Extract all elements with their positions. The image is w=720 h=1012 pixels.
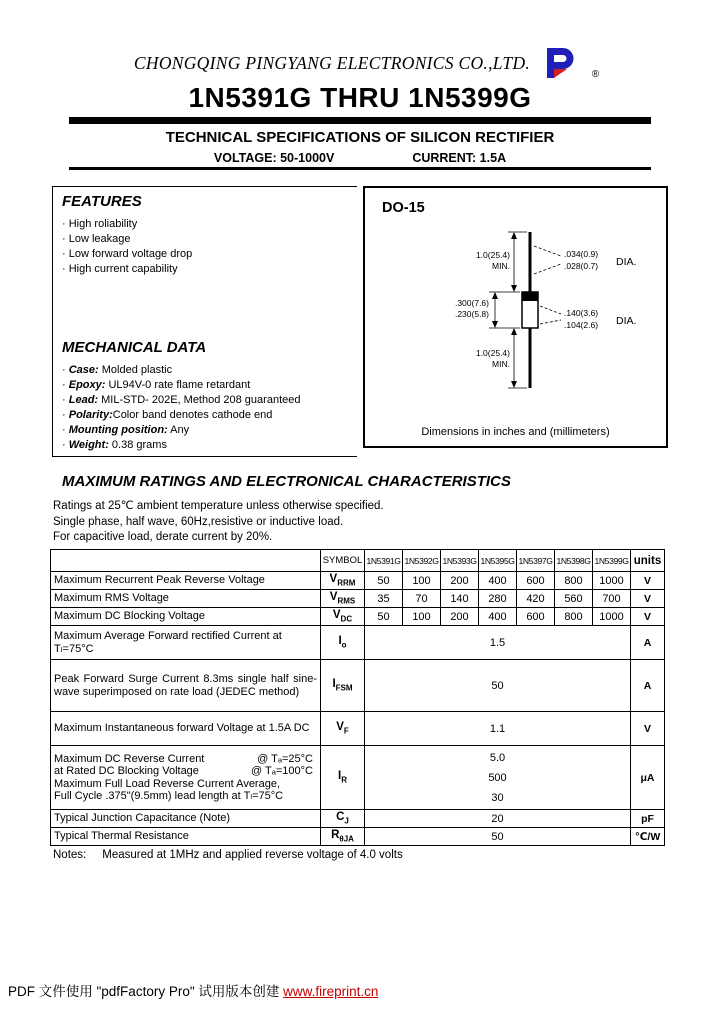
spec-value: 400 bbox=[479, 608, 517, 626]
spec-symbol: $V_{RMS}$ bbox=[321, 590, 365, 608]
spec-value: 400 bbox=[479, 572, 517, 590]
mechanical-data-title: MECHANICAL DATA bbox=[62, 339, 207, 356]
spec-value: 420 bbox=[517, 590, 555, 608]
spec-value: 1000 bbox=[593, 608, 631, 626]
current-rating: CURRENT: 1.5A bbox=[412, 151, 507, 165]
fireprint-link[interactable]: www.fireprint.cn bbox=[283, 984, 379, 999]
spec-value: 35 bbox=[365, 590, 403, 608]
table-row-rthja bbox=[51, 828, 665, 846]
ratings-conditions bbox=[53, 499, 384, 546]
divider-thin bbox=[69, 167, 651, 170]
column-header-part: 1N5392G bbox=[403, 550, 441, 572]
spec-unit: ℃/W bbox=[631, 828, 665, 846]
spec-value: 5.0 500 30 bbox=[365, 746, 631, 810]
features-list bbox=[62, 217, 351, 277]
mechanical-item: · Weight: 0.38 grams bbox=[62, 438, 351, 453]
column-header-units: units bbox=[631, 550, 665, 572]
part-number-title: 1N5391G THRU 1N5399G bbox=[188, 82, 532, 113]
do15-drawing bbox=[365, 216, 666, 406]
column-header-part: 1N5398G bbox=[555, 550, 593, 572]
spec-unit: V bbox=[631, 572, 665, 590]
spec-value: 800 bbox=[555, 572, 593, 590]
voltage-rating: VOLTAGE: 50-1000V bbox=[213, 151, 335, 165]
feature-item: · Low leakage bbox=[62, 232, 351, 247]
spec-value: 50 bbox=[365, 572, 403, 590]
column-header-symbol: SYMBOL bbox=[321, 550, 365, 572]
spec-desc: Maximum Average Forward rectified Current at Tₗ=75°C bbox=[51, 626, 321, 660]
spec-symbol: $I_{FSM}$ bbox=[321, 660, 365, 712]
table-header-row bbox=[51, 550, 665, 572]
spec-desc: Maximum DC Reverse Current @ Tₐ=25°C at Rated DC Blocking Voltage @ Tₐ=100°C Maximum Full Load Reverse Current Average, Full Cycle .375"(9.5mm) lead length at Tₗ=75°C bbox=[51, 746, 321, 810]
ratings-summary bbox=[0, 151, 720, 165]
spec-unit: pF bbox=[631, 810, 665, 828]
column-header-part: 1N5395G bbox=[479, 550, 517, 572]
spec-unit: V bbox=[631, 608, 665, 626]
dim-label: 1.0(25.4) bbox=[475, 250, 510, 260]
spec-symbol: $V_F$ bbox=[321, 712, 365, 746]
dim-label: .034(0.9) bbox=[564, 249, 599, 259]
spec-symbol: $V_{DC}$ bbox=[321, 608, 365, 626]
feature-item: · High roliability bbox=[62, 217, 351, 232]
spec-unit: V bbox=[631, 590, 665, 608]
spec-symbol: $I_R$ bbox=[321, 746, 365, 810]
spec-desc: Maximum RMS Voltage bbox=[51, 590, 321, 608]
column-header-part: 1N5399G bbox=[593, 550, 631, 572]
features-section bbox=[62, 193, 351, 277]
pdf-watermark-text: PDF 文件使用 "pdfFactory Pro" 试用版本创建 bbox=[8, 984, 284, 999]
table-row-vrms bbox=[51, 590, 665, 608]
spec-value: 50 bbox=[365, 660, 631, 712]
condition-line: Ratings at 25℃ ambient temperature unless otherwise specified. bbox=[53, 500, 384, 512]
dim-label: MIN. bbox=[492, 359, 510, 369]
dim-label: DIA. bbox=[616, 315, 637, 327]
features-title: FEATURES bbox=[62, 193, 142, 210]
spec-value: 20 bbox=[365, 810, 631, 828]
table-row-io bbox=[51, 626, 665, 660]
dim-label: .028(0.7) bbox=[564, 261, 599, 271]
spec-unit: A bbox=[631, 626, 665, 660]
table-row-cj bbox=[51, 810, 665, 828]
spec-symbol: $I_o$ bbox=[321, 626, 365, 660]
ratings-section-title: MAXIMUM RATINGS AND ELECTRONICAL CHARACTERISTICS bbox=[62, 473, 511, 490]
dim-label: .140(3.6) bbox=[564, 308, 599, 318]
spec-value: 600 bbox=[517, 608, 555, 626]
package-name: DO-15 bbox=[382, 200, 425, 216]
dim-label: MIN. bbox=[492, 261, 510, 271]
spec-value: 1000 bbox=[593, 572, 631, 590]
mechanical-item: · Polarity:Color band denotes cathode end bbox=[62, 408, 351, 423]
mechanical-item: · Epoxy: UL94V-0 rate flame retardant bbox=[62, 378, 351, 393]
spec-desc: Typical Junction Capacitance (Note) bbox=[51, 810, 321, 828]
spec-value: 50 bbox=[365, 608, 403, 626]
table-row-ir bbox=[51, 746, 665, 810]
mechanical-data-list bbox=[62, 363, 351, 453]
mechanical-item: · Lead: MIL-STD- 202E, Method 208 guaranteed bbox=[62, 393, 351, 408]
company-header bbox=[0, 46, 720, 80]
column-header-part: 1N5393G bbox=[441, 550, 479, 572]
dim-label: DIA. bbox=[616, 256, 637, 268]
table-row-vrrm bbox=[51, 572, 665, 590]
spec-unit: μA bbox=[631, 746, 665, 810]
package-caption: Dimensions in inches and (millimeters) bbox=[421, 426, 610, 438]
spec-unit: V bbox=[631, 712, 665, 746]
spec-value: 140 bbox=[441, 590, 479, 608]
spec-value: 1.5 bbox=[365, 626, 631, 660]
mechanical-item: · Mounting position: Any bbox=[62, 423, 351, 438]
spec-value: 70 bbox=[403, 590, 441, 608]
spec-value: 50 bbox=[365, 828, 631, 846]
spec-value: 100 bbox=[403, 608, 441, 626]
spec-value: 800 bbox=[555, 608, 593, 626]
company-name: CHONGQING PINGYANG ELECTRONICS CO.,LTD. bbox=[133, 52, 531, 73]
registered-trademark: ® bbox=[591, 69, 600, 80]
mechanical-item: · Case: Molded plastic bbox=[62, 363, 351, 378]
logo-icon bbox=[540, 46, 586, 80]
column-header-part: 1N5397G bbox=[517, 550, 555, 572]
mechanical-data-section bbox=[62, 339, 351, 453]
spec-value: 200 bbox=[441, 572, 479, 590]
dim-label: 1.0(25.4) bbox=[475, 348, 510, 358]
spec-value: 700 bbox=[593, 590, 631, 608]
notes-text: Measured at 1MHz and applied reverse voltage of 4.0 volts bbox=[102, 849, 403, 861]
spec-desc: Peak Forward Surge Current 8.3ms single half sine-wave superimposed on rate load (JEDEC method) bbox=[51, 660, 321, 712]
divider-thick bbox=[69, 117, 651, 124]
spec-unit: A bbox=[631, 660, 665, 712]
cathode-band bbox=[522, 292, 538, 301]
spec-desc: Maximum Recurrent Peak Reverse Voltage bbox=[51, 572, 321, 590]
spec-value: 200 bbox=[441, 608, 479, 626]
table-row-ifsm bbox=[51, 660, 665, 712]
ratings-table bbox=[50, 549, 665, 846]
dim-label: .300(7.6) bbox=[454, 298, 489, 308]
company-logo bbox=[540, 46, 600, 80]
spec-value: 560 bbox=[555, 590, 593, 608]
spec-desc: Typical Thermal Resistance bbox=[51, 828, 321, 846]
condition-line: Single phase, half wave, 60Hz,resistive or inductive load. bbox=[53, 515, 344, 528]
feature-item: · High current capability bbox=[62, 262, 351, 277]
table-row-vf bbox=[51, 712, 665, 746]
table-row-vdc bbox=[51, 608, 665, 626]
spec-value: 600 bbox=[517, 572, 555, 590]
spec-desc: Maximum DC Blocking Voltage bbox=[51, 608, 321, 626]
spec-value: 100 bbox=[403, 572, 441, 590]
column-header-part: 1N5391G bbox=[365, 550, 403, 572]
spec-value: 280 bbox=[479, 590, 517, 608]
condition-line: For capacitive load, derate current by 20%. bbox=[53, 531, 273, 543]
document-subtitle: TECHNICAL SPECIFICATIONS OF SILICON RECTIFIER bbox=[165, 129, 555, 146]
spec-symbol: $R_{\theta JA}$ bbox=[321, 828, 365, 846]
notes-label: Notes: bbox=[53, 849, 87, 861]
spec-desc: Maximum Instantaneous forward Voltage at 1.5A DC bbox=[51, 712, 321, 746]
package-outline-box bbox=[363, 186, 668, 448]
spec-symbol: $C_J$ bbox=[321, 810, 365, 828]
pdf-watermark-footer bbox=[8, 980, 378, 1000]
table-notes bbox=[53, 849, 403, 861]
spec-symbol: $V_{RRM}$ bbox=[321, 572, 365, 590]
left-column bbox=[52, 186, 357, 457]
feature-item: · Low forward voltage drop bbox=[62, 247, 351, 262]
spec-value: 1.1 bbox=[365, 712, 631, 746]
table-corner-cell bbox=[51, 550, 321, 572]
dim-label: .230(5.8) bbox=[454, 309, 489, 319]
dim-label: .104(2.6) bbox=[564, 320, 599, 330]
